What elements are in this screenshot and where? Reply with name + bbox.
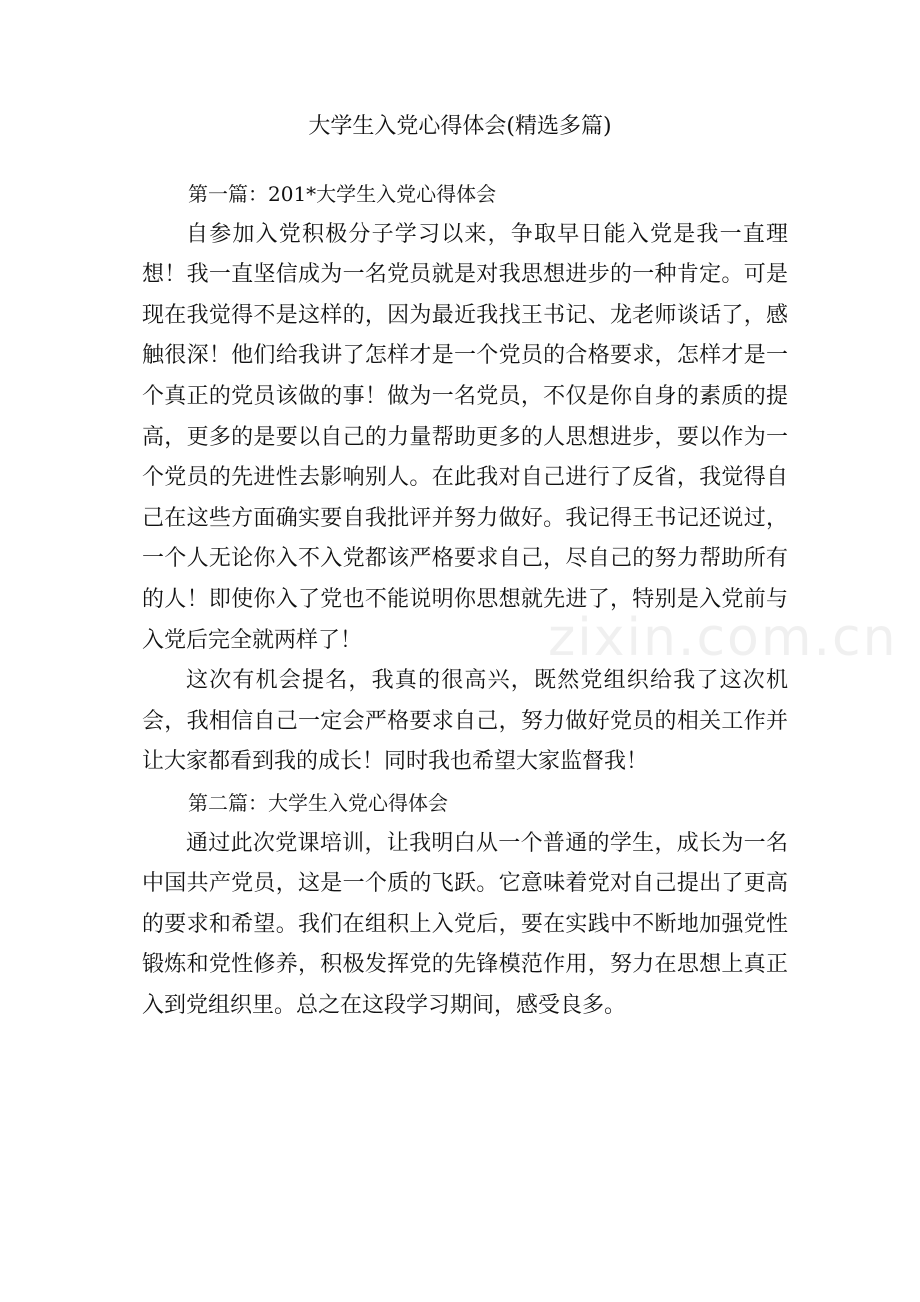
document-title: 大学生入党心得体会(精选多篇) — [308, 114, 612, 139]
section-1-heading: 第一篇：201*大学生入党心得体会 — [188, 182, 497, 206]
section-1-paragraph-2: 这次有机会提名，我真的很高兴，既然党组织给我了这次机会，我相信自己一定会严格要求自己，努力做好党员的相关工作并让大家都看到我的成长！同时我也希望大家监督我！ — [142, 668, 788, 775]
section-2-heading: 第二篇：大学生入党心得体会 — [188, 790, 448, 815]
document-body — [142, 174, 788, 1026]
section-1-paragraph-1: 自参加入党积极分子学习以来，争取早日能入党是我一直理想！我一直坚信成为一名党员就是对我思想进步的一种肯定。可是现在我觉得不是这样的，因为最近我找王书记、龙老师谈话了，感触很深！他们给我讲了怎样才是一个党员的合格要求，怎样才是一个真正的党员该做的事！做为一名党员，不仅是你自身的素质的提高，更多的是要以自己的力量帮助更多的人思想进步，要以作为一个党员的先进性去影响别人。在此我对自己进行了反省，我觉得自己在这些方面确实要自我批评并努力做好。我记得王书记还说过，一个人无论你入不入党都该严格要求自己，尽自己的努力帮助所有的人！即使你入了党也不能说明你思想就先进了，特别是入党前与入党后完全就两样了！ — [142, 221, 788, 653]
site-watermark: zixin.com.cn — [548, 608, 898, 668]
section-2-paragraph-1: 通过此次党课培训，让我明白从一个普通的学生，成长为一名中国共产党员，这是一个质的飞跃。它意味着党对自己提出了更高的要求和希望。我们在组积上入党后，要在实践中不断地加强党性锻炼和党性修养，积极发挥党的先锋模范作用，努力在思想上真正入到党组织里。总之在这段学习期间，感受良多。 — [142, 830, 788, 1018]
